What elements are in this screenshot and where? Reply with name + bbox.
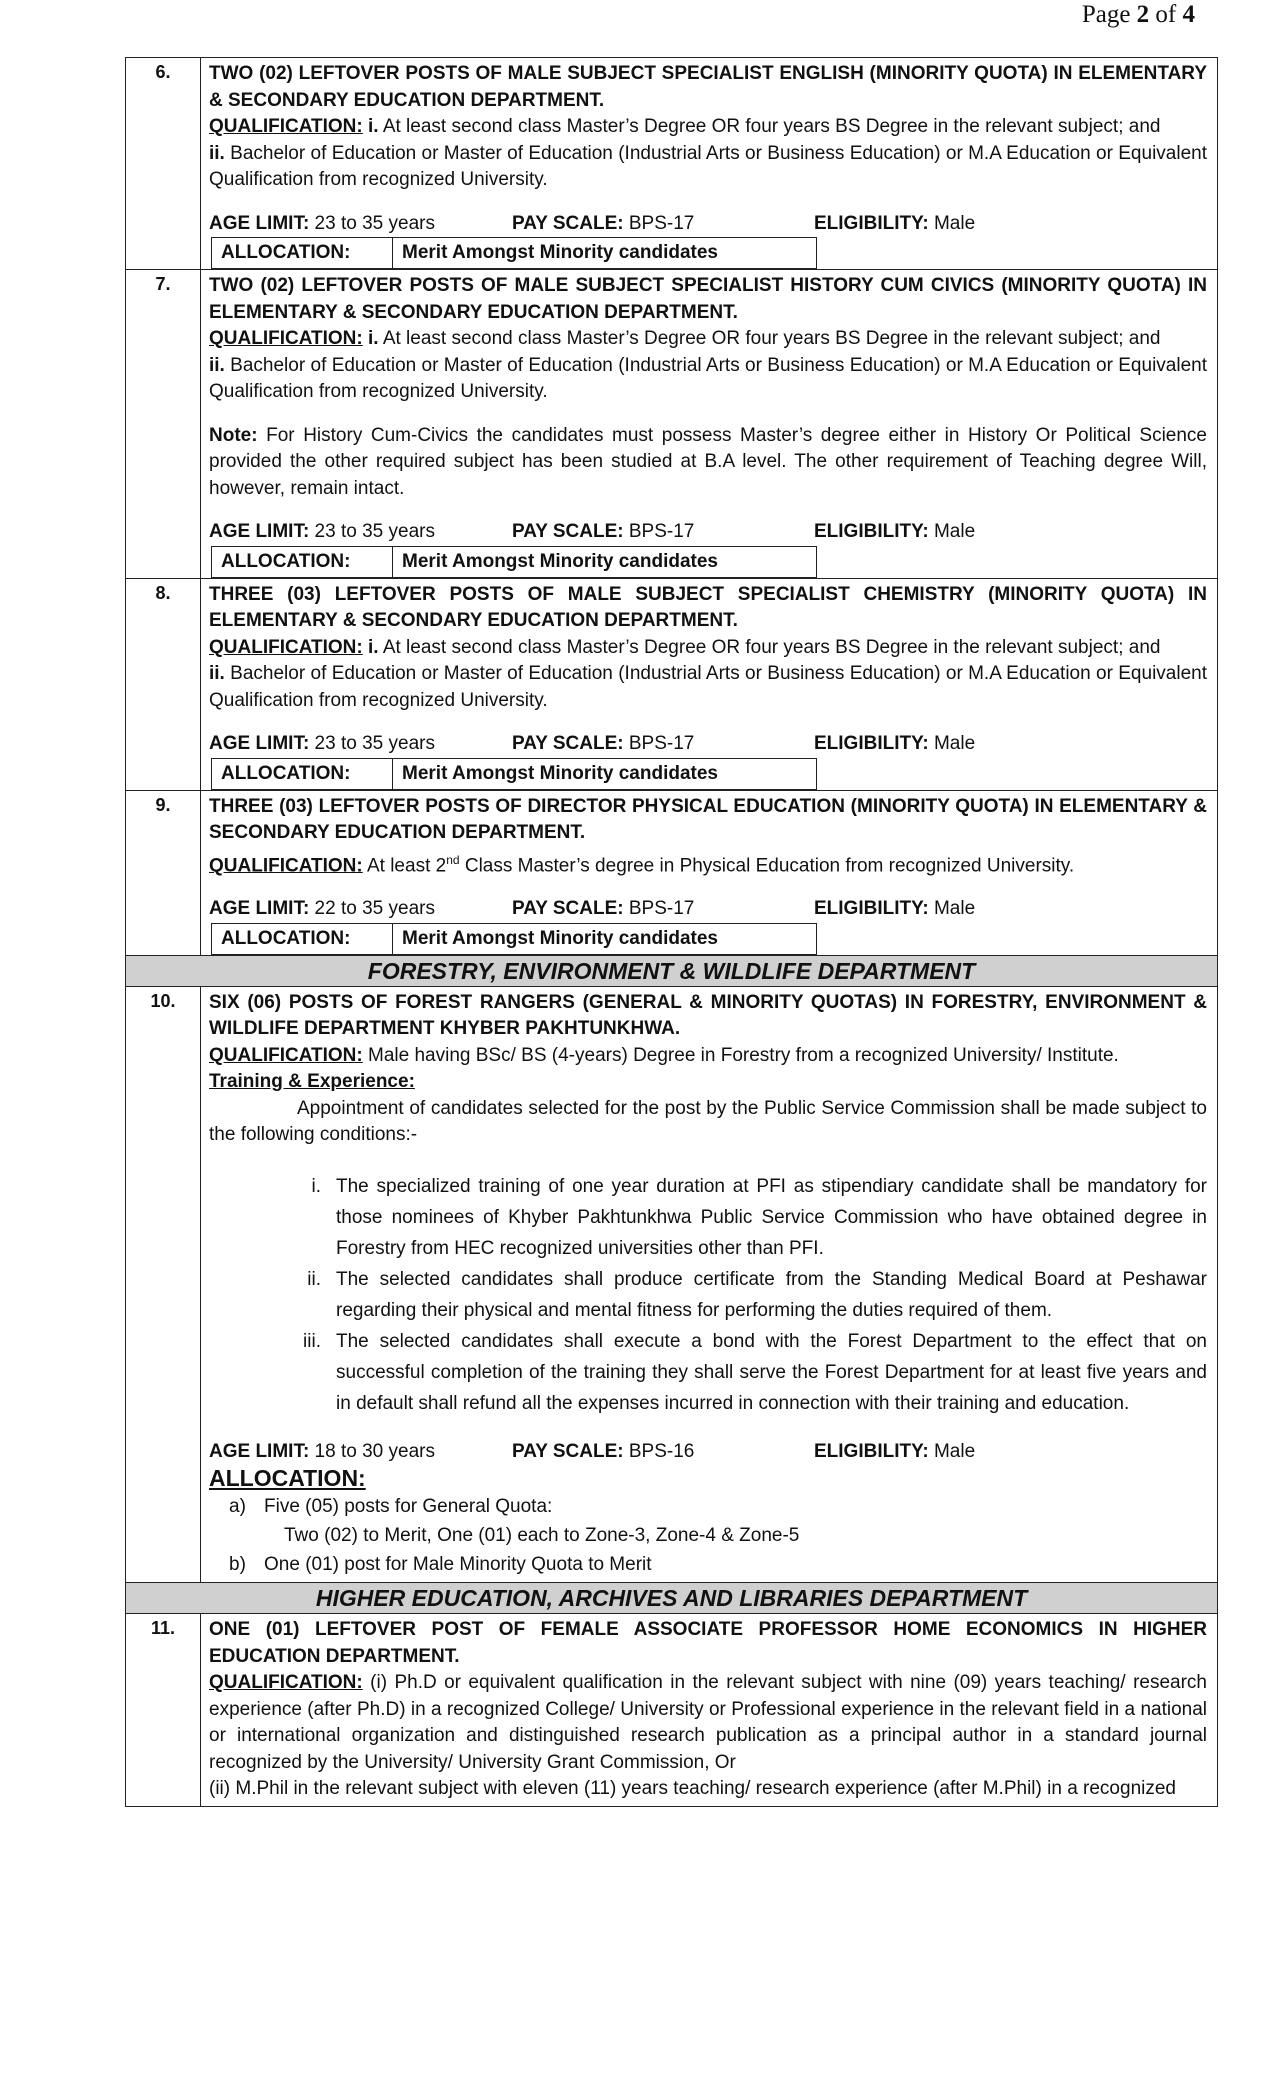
- post-terms: AGE LIMIT: 22 to 35 years PAY SCALE: BPS-17 ELIGIBILITY: Male: [209, 898, 976, 920]
- training-heading: Training & Experience:: [209, 1071, 415, 1093]
- qualification: QUALIFICATION: i. At least second class Master’s Degree OR four years BS Degree in the relevant subject; and ii. Bachelor of Education or Master of Education (Industrial Arts or Business Education) or M.A Education or Equivalent Qualification from recognized University.: [209, 116, 1207, 190]
- section-heading-higher-education: HIGHER EDUCATION, ARCHIVES AND LIBRARIES DEPARTMENT: [126, 1583, 1218, 1614]
- post-terms: AGE LIMIT: 23 to 35 years PAY SCALE: BPS-17 ELIGIBILITY: Male: [209, 521, 976, 542]
- post-number: 11.: [126, 1614, 201, 1807]
- post-title: THREE (03) LEFTOVER POSTS OF DIRECTOR PHYSICAL EDUCATION (MINORITY QUOTA) IN ELEMENTARY & SECONDARY EDUCATION DEPARTMENT.: [209, 795, 1207, 843]
- allocation-box: ALLOCATION: Merit Amongst Minority candidates: [211, 923, 817, 955]
- allocation-list: a) Five (05) posts for General Quota: Two (02) to Merit, One (01) each to Zone-3, Zone-4 & Zone-5 b) One (01) post for Male Minority Quota to Merit: [229, 1496, 800, 1576]
- section-heading-forestry: FORESTRY, ENVIRONMENT & WILDLIFE DEPARTMENT: [126, 955, 1218, 986]
- post-title: SIX (06) POSTS OF FOREST RANGERS (GENERAL & MINORITY QUOTAS) IN FORESTRY, ENVIRONMENT & WILDLIFE DEPARTMENT KHYBER PAKHTUNKHWA.: [209, 991, 1207, 1040]
- post-terms: AGE LIMIT: 23 to 35 years PAY SCALE: BPS-17 ELIGIBILITY: Male: [209, 212, 976, 234]
- qualification: QUALIFICATION: Male having BSc/ BS (4-years) Degree in Forestry from a recognized University/ Institute.: [209, 1044, 1119, 1066]
- post-row: [126, 270, 1218, 579]
- qualification: QUALIFICATION: i. At least second class Master’s Degree OR four years BS Degree in the relevant subject; and ii. Bachelor of Education or Master of Education (Industrial Arts or Business Education) or M.A Education or Equivalent Qualification from recognized University.: [209, 328, 1207, 402]
- allocation-box: ALLOCATION: Merit Amongst Minority candidates: [211, 546, 817, 578]
- post-terms: AGE LIMIT: 23 to 35 years PAY SCALE: BPS-17 ELIGIBILITY: Male: [209, 733, 976, 754]
- qualification: QUALIFICATION: (i) Ph.D or equivalent qualification in the relevant subject with nine (09) years teaching/ research experience (after Ph.D) in a recognized College/ University or Professional experience in the relevant field in a national or international organization and distinguished research publication as a principal author in a standard journal recognized by the University/ University Grant Commission, Or (ii) M.Phil in the relevant subject with eleven (11) years teaching/ research experience (after M.Phil) in a recognized: [209, 1672, 1207, 1800]
- post-title: ONE (01) LEFTOVER POST OF FEMALE ASSOCIATE PROFESSOR HOME ECONOMICS IN HIGHER EDUCATION DEPARTMENT.: [209, 1619, 1207, 1667]
- list-item: ii. The selected candidates shall produce certificate from the Standing Medical Board at Peshawar regarding their physical and mental fitness for performing the duties required of them.: [307, 1268, 1207, 1321]
- post-row: [126, 790, 1218, 955]
- post-number: 8.: [126, 578, 201, 790]
- training-text: Appointment of candidates selected for the post by the Public Service Commission shall be made subject to the following conditions:-: [209, 1097, 1207, 1146]
- page-number: Page 2 of 4: [1081, 1, 1195, 28]
- allocation-box: ALLOCATION: Merit Amongst Minority candidates: [211, 758, 817, 790]
- post-terms: AGE LIMIT: 18 to 30 years PAY SCALE: BPS-16 ELIGIBILITY: Male: [209, 1440, 976, 1462]
- post-number: 9.: [126, 790, 201, 955]
- post-title: THREE (03) LEFTOVER POSTS OF MALE SUBJECT SPECIALIST CHEMISTRY (MINORITY QUOTA) IN ELEMENTARY & SECONDARY EDUCATION DEPARTMENT.: [209, 583, 1207, 631]
- allocation-box: ALLOCATION: Merit Amongst Minority candidates: [211, 237, 817, 269]
- conditions-list: [209, 1171, 1207, 1419]
- post-title: TWO (02) LEFTOVER POSTS OF MALE SUBJECT SPECIALIST ENGLISH (MINORITY QUOTA) IN ELEMENTARY & SECONDARY EDUCATION DEPARTMENT.: [209, 63, 1207, 111]
- qualification: QUALIFICATION: At least 2nd Class Master’s degree in Physical Education from recognized University.: [209, 852, 1075, 876]
- post-row: [126, 1614, 1218, 1807]
- post-number: 10.: [126, 986, 201, 1583]
- post-title: TWO (02) LEFTOVER POSTS OF MALE SUBJECT SPECIALIST HISTORY CUM CIVICS (MINORITY QUOTA) IN ELEMENTARY & SECONDARY EDUCATION DEPARTMENT.: [209, 275, 1207, 323]
- post-row: [126, 986, 1218, 1583]
- post-row: [126, 578, 1218, 790]
- list-item: iii. The selected candidates shall execute a bond with the Forest Department to the effect that on successful completion of the training they shall serve the Forest Department for at least five years and in default shall refund all the expenses incurred in connection with their training and education.: [303, 1330, 1207, 1414]
- post-number: 7.: [126, 270, 201, 579]
- qualification: QUALIFICATION: i. At least second class Master’s Degree OR four years BS Degree in the relevant subject; and ii. Bachelor of Education or Master of Education (Industrial Arts or Business Education) or M.A Education or Equivalent Qualification from recognized University.: [209, 636, 1207, 711]
- posts-table: [125, 57, 1218, 1807]
- list-item: i. The specialized training of one year duration at PFI as stipendiary candidate shall be mandatory for those nominees of Khyber Pakhtunkhwa Public Service Commission who have obtained degree in Forestry from HEC recognized universities other than PFI.: [311, 1175, 1207, 1259]
- post-row: [126, 58, 1218, 270]
- note: Note: For History Cum-Civics the candidates must possess Master’s degree either in History Or Political Science provided the other required subject has been studied at B.A level. The other requirement of Teaching degree Will, however, remain intact.: [209, 424, 1207, 499]
- allocation-heading: ALLOCATION:: [209, 1465, 366, 1492]
- post-number: 6.: [126, 58, 201, 270]
